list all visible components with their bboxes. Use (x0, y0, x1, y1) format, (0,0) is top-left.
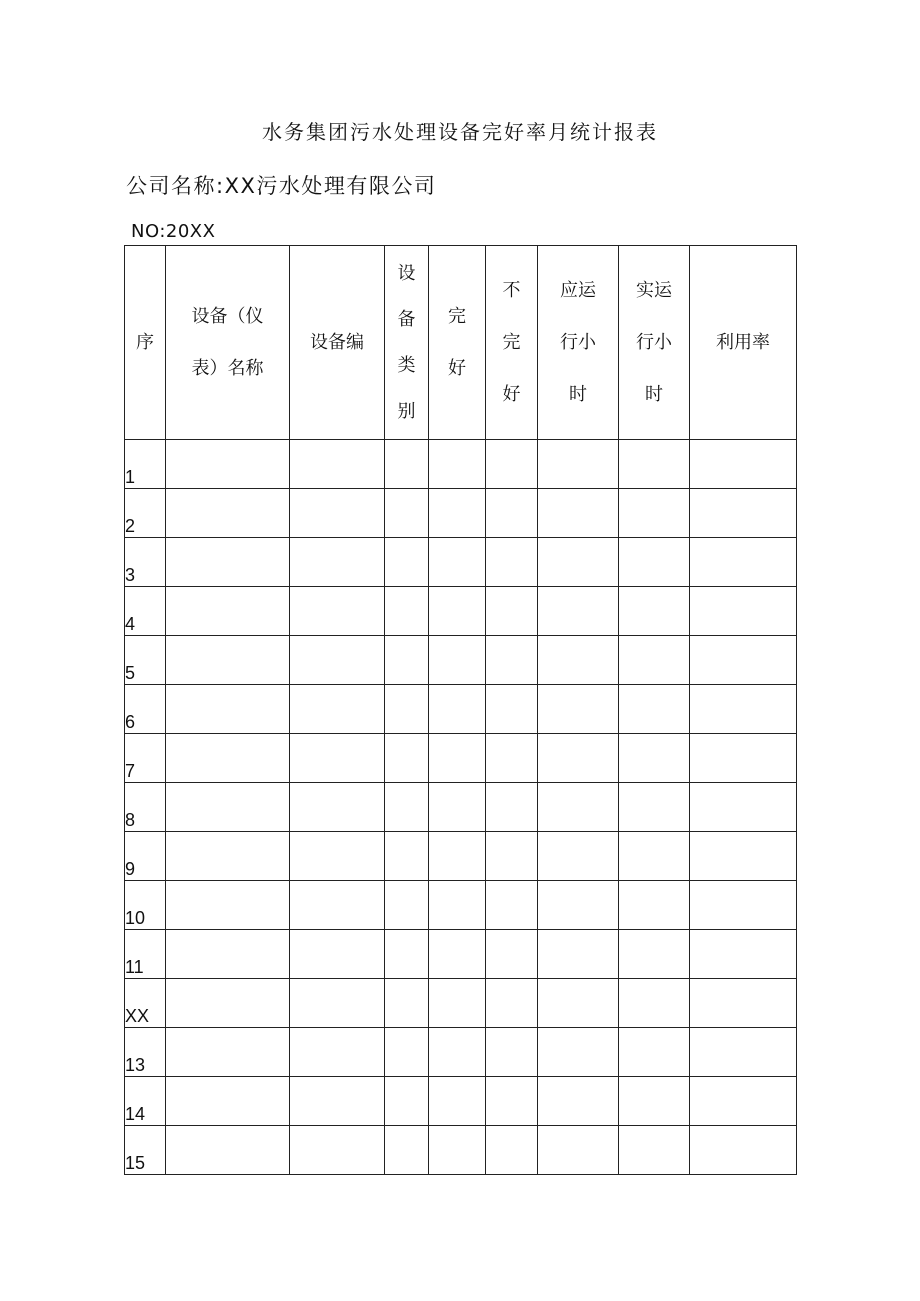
header-seq: 序 (125, 246, 166, 440)
cell-intact[interactable] (429, 636, 486, 685)
table-row (125, 881, 797, 930)
cell-intact[interactable] (429, 1126, 486, 1175)
cell-intact[interactable] (429, 1077, 486, 1126)
cell-category[interactable] (385, 1028, 429, 1077)
company-name-line: 公司名称:XX污水处理有限公司 (126, 174, 437, 198)
row-seq: 1 (125, 440, 166, 489)
cell-equipment-name[interactable] (166, 881, 290, 930)
cell-equipment-code[interactable] (290, 538, 385, 587)
cell-scheduled-hours[interactable] (538, 440, 619, 489)
cell-category[interactable] (385, 930, 429, 979)
header-equipment-name: 设备（仪 表）名称 (166, 246, 290, 440)
cell-actual-hours[interactable] (619, 1028, 690, 1077)
cell-intact[interactable] (429, 979, 486, 1028)
cell-equipment-code[interactable] (290, 685, 385, 734)
cell-not-intact[interactable] (486, 1028, 538, 1077)
cell-category[interactable] (385, 832, 429, 881)
cell-not-intact[interactable] (486, 489, 538, 538)
cell-actual-hours[interactable] (619, 636, 690, 685)
table-row (125, 930, 797, 979)
cell-not-intact[interactable] (486, 734, 538, 783)
cell-utilization-rate[interactable] (690, 587, 797, 636)
cell-equipment-name[interactable] (166, 979, 290, 1028)
cell-intact[interactable] (429, 538, 486, 587)
row-seq: 7 (125, 734, 166, 783)
header-scheduled-hours: 应运 行小 时 (538, 246, 619, 440)
header-equipment-code: 设备编 (290, 246, 385, 440)
cell-intact[interactable] (429, 685, 486, 734)
cell-not-intact[interactable] (486, 636, 538, 685)
row-seq: 5 (125, 636, 166, 685)
cell-equipment-name[interactable] (166, 1126, 290, 1175)
cell-actual-hours[interactable] (619, 1126, 690, 1175)
row-seq: 4 (125, 587, 166, 636)
cell-not-intact[interactable] (486, 685, 538, 734)
header-actual-hours: 实运 行小 时 (619, 246, 690, 440)
cell-category[interactable] (385, 783, 429, 832)
cell-category[interactable] (385, 734, 429, 783)
cell-utilization-rate[interactable] (690, 881, 797, 930)
table-row (125, 538, 797, 587)
report-title: 水务集团污水处理设备完好率月统计报表 (262, 120, 658, 144)
cell-category[interactable] (385, 881, 429, 930)
cell-category[interactable] (385, 440, 429, 489)
cell-equipment-name[interactable] (166, 440, 290, 489)
row-seq: 8 (125, 783, 166, 832)
cell-not-intact[interactable] (486, 440, 538, 489)
cell-utilization-rate[interactable] (690, 979, 797, 1028)
cell-not-intact[interactable] (486, 587, 538, 636)
header-intact: 完 好 (429, 246, 486, 440)
cell-equipment-name[interactable] (166, 832, 290, 881)
cell-scheduled-hours[interactable] (538, 489, 619, 538)
row-seq: 9 (125, 832, 166, 881)
cell-scheduled-hours[interactable] (538, 1028, 619, 1077)
cell-utilization-rate[interactable] (690, 1126, 797, 1175)
cell-equipment-name[interactable] (166, 538, 290, 587)
table-row (125, 979, 797, 1028)
cell-not-intact[interactable] (486, 832, 538, 881)
cell-actual-hours[interactable] (619, 734, 690, 783)
cell-equipment-name[interactable] (166, 685, 290, 734)
table-row (125, 1028, 797, 1077)
cell-equipment-code[interactable] (290, 587, 385, 636)
cell-utilization-rate[interactable] (690, 489, 797, 538)
cell-equipment-code[interactable] (290, 1077, 385, 1126)
cell-equipment-code[interactable] (290, 1126, 385, 1175)
cell-not-intact[interactable] (486, 1126, 538, 1175)
cell-equipment-name[interactable] (166, 783, 290, 832)
cell-equipment-code[interactable] (290, 734, 385, 783)
row-seq: 15 (125, 1126, 166, 1175)
cell-utilization-rate[interactable] (690, 685, 797, 734)
cell-scheduled-hours[interactable] (538, 636, 619, 685)
cell-not-intact[interactable] (486, 783, 538, 832)
cell-intact[interactable] (429, 832, 486, 881)
cell-scheduled-hours[interactable] (538, 1126, 619, 1175)
cell-not-intact[interactable] (486, 979, 538, 1028)
cell-equipment-name[interactable] (166, 930, 290, 979)
cell-equipment-code[interactable] (290, 979, 385, 1028)
cell-not-intact[interactable] (486, 538, 538, 587)
cell-scheduled-hours[interactable] (538, 685, 619, 734)
cell-equipment-code[interactable] (290, 489, 385, 538)
report-number: NO:20XX (131, 221, 216, 242)
equipment-report-table (124, 245, 797, 1175)
table-row (125, 489, 797, 538)
row-seq: 13 (125, 1028, 166, 1077)
cell-category[interactable] (385, 538, 429, 587)
cell-intact[interactable] (429, 440, 486, 489)
table-row (125, 440, 797, 489)
cell-actual-hours[interactable] (619, 881, 690, 930)
cell-category[interactable] (385, 1126, 429, 1175)
cell-category[interactable] (385, 489, 429, 538)
cell-utilization-rate[interactable] (690, 783, 797, 832)
table-row (125, 685, 797, 734)
cell-intact[interactable] (429, 734, 486, 783)
cell-equipment-code[interactable] (290, 1028, 385, 1077)
cell-not-intact[interactable] (486, 881, 538, 930)
cell-actual-hours[interactable] (619, 440, 690, 489)
cell-scheduled-hours[interactable] (538, 832, 619, 881)
cell-scheduled-hours[interactable] (538, 538, 619, 587)
cell-scheduled-hours[interactable] (538, 930, 619, 979)
cell-actual-hours[interactable] (619, 587, 690, 636)
cell-intact[interactable] (429, 881, 486, 930)
cell-equipment-name[interactable] (166, 1028, 290, 1077)
cell-utilization-rate[interactable] (690, 832, 797, 881)
table-row (125, 587, 797, 636)
cell-scheduled-hours[interactable] (538, 1077, 619, 1126)
table-row (125, 1077, 797, 1126)
cell-actual-hours[interactable] (619, 832, 690, 881)
cell-utilization-rate[interactable] (690, 636, 797, 685)
cell-actual-hours[interactable] (619, 930, 690, 979)
cell-equipment-code[interactable] (290, 783, 385, 832)
cell-equipment-code[interactable] (290, 930, 385, 979)
table-row (125, 832, 797, 881)
cell-not-intact[interactable] (486, 930, 538, 979)
cell-not-intact[interactable] (486, 1077, 538, 1126)
cell-equipment-name[interactable] (166, 734, 290, 783)
cell-category[interactable] (385, 636, 429, 685)
cell-equipment-code[interactable] (290, 832, 385, 881)
table-row (125, 636, 797, 685)
cell-equipment-code[interactable] (290, 881, 385, 930)
cell-category[interactable] (385, 1077, 429, 1126)
cell-intact[interactable] (429, 783, 486, 832)
cell-utilization-rate[interactable] (690, 1077, 797, 1126)
cell-equipment-name[interactable] (166, 587, 290, 636)
table-row (125, 734, 797, 783)
cell-actual-hours[interactable] (619, 685, 690, 734)
cell-intact[interactable] (429, 587, 486, 636)
row-seq: XX (125, 979, 166, 1028)
header-row (125, 246, 797, 440)
cell-utilization-rate[interactable] (690, 538, 797, 587)
cell-intact[interactable] (429, 489, 486, 538)
cell-actual-hours[interactable] (619, 783, 690, 832)
cell-equipment-name[interactable] (166, 636, 290, 685)
cell-equipment-name[interactable] (166, 489, 290, 538)
cell-scheduled-hours[interactable] (538, 979, 619, 1028)
header-not-intact: 不 完 好 (486, 246, 538, 440)
cell-equipment-code[interactable] (290, 440, 385, 489)
cell-actual-hours[interactable] (619, 1077, 690, 1126)
cell-utilization-rate[interactable] (690, 930, 797, 979)
cell-utilization-rate[interactable] (690, 440, 797, 489)
table-row (125, 783, 797, 832)
cell-equipment-code[interactable] (290, 636, 385, 685)
header-utilization-rate: 利用率 (690, 246, 797, 440)
cell-scheduled-hours[interactable] (538, 734, 619, 783)
cell-actual-hours[interactable] (619, 489, 690, 538)
row-seq: 10 (125, 881, 166, 930)
row-seq: 6 (125, 685, 166, 734)
cell-scheduled-hours[interactable] (538, 587, 619, 636)
cell-equipment-name[interactable] (166, 1077, 290, 1126)
header-equipment-category: 设 备 类 别 (385, 246, 429, 440)
cell-category[interactable] (385, 587, 429, 636)
row-seq: 2 (125, 489, 166, 538)
row-seq: 11 (125, 930, 166, 979)
cell-utilization-rate[interactable] (690, 734, 797, 783)
row-seq: 14 (125, 1077, 166, 1126)
cell-utilization-rate[interactable] (690, 1028, 797, 1077)
row-seq: 3 (125, 538, 166, 587)
cell-intact[interactable] (429, 1028, 486, 1077)
cell-category[interactable] (385, 685, 429, 734)
cell-actual-hours[interactable] (619, 979, 690, 1028)
cell-scheduled-hours[interactable] (538, 783, 619, 832)
table-row (125, 1126, 797, 1175)
cell-intact[interactable] (429, 930, 486, 979)
cell-actual-hours[interactable] (619, 538, 690, 587)
cell-scheduled-hours[interactable] (538, 881, 619, 930)
cell-category[interactable] (385, 979, 429, 1028)
